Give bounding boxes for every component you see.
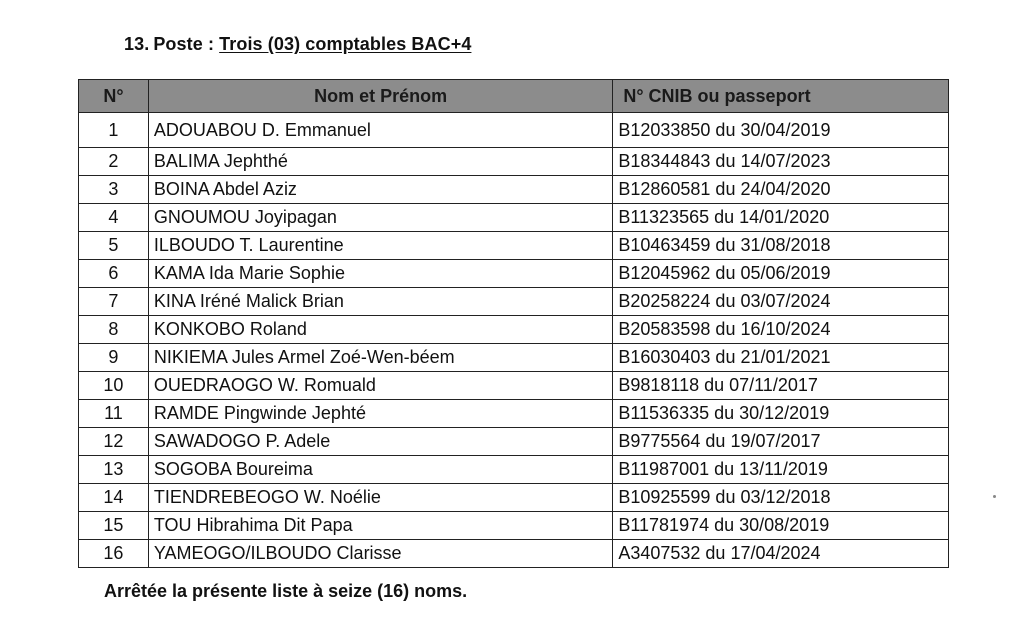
section-number: 13. xyxy=(124,34,150,54)
table-row xyxy=(79,428,949,456)
row-name: ILBOUDO T. Laurentine xyxy=(148,232,612,260)
table-row xyxy=(79,113,949,148)
row-number: 14 xyxy=(79,484,149,512)
scan-speck xyxy=(993,495,996,498)
table-row xyxy=(79,344,949,372)
row-number: 10 xyxy=(79,372,149,400)
row-name: TIENDREBEOGO W. Noélie xyxy=(148,484,612,512)
row-name: NIKIEMA Jules Armel Zoé-Wen-béem xyxy=(148,344,612,372)
row-name: KONKOBO Roland xyxy=(148,316,612,344)
section-heading xyxy=(124,34,471,55)
table-row xyxy=(79,372,949,400)
table-row xyxy=(79,260,949,288)
table-row xyxy=(79,316,949,344)
table-row xyxy=(79,176,949,204)
row-id-document: B12033850 du 30/04/2019 xyxy=(613,113,949,148)
row-name: BALIMA Jephthé xyxy=(148,148,612,176)
row-number: 7 xyxy=(79,288,149,316)
header-row xyxy=(79,80,949,113)
row-id-document: B11323565 du 14/01/2020 xyxy=(613,204,949,232)
table-header xyxy=(79,80,949,113)
section-prefix: Poste : xyxy=(153,34,220,54)
row-number: 9 xyxy=(79,344,149,372)
table-row xyxy=(79,512,949,540)
row-number: 16 xyxy=(79,540,149,568)
row-name: SAWADOGO P. Adele xyxy=(148,428,612,456)
row-id-document: B10463459 du 31/08/2018 xyxy=(613,232,949,260)
row-name: OUEDRAOGO W. Romuald xyxy=(148,372,612,400)
header-name: Nom et Prénom xyxy=(148,80,612,113)
row-name: TOU Hibrahima Dit Papa xyxy=(148,512,612,540)
row-number: 13 xyxy=(79,456,149,484)
row-id-document: B16030403 du 21/01/2021 xyxy=(613,344,949,372)
table-body xyxy=(79,113,949,568)
table-row xyxy=(79,400,949,428)
row-number: 8 xyxy=(79,316,149,344)
row-id-document: B11781974 du 30/08/2019 xyxy=(613,512,949,540)
row-id-document: B20258224 du 03/07/2024 xyxy=(613,288,949,316)
table-row xyxy=(79,456,949,484)
row-number: 11 xyxy=(79,400,149,428)
row-id-document: B18344843 du 14/07/2023 xyxy=(613,148,949,176)
row-id-document: B11536335 du 30/12/2019 xyxy=(613,400,949,428)
row-name: ADOUABOU D. Emmanuel xyxy=(148,113,612,148)
header-id: N° CNIB ou passeport xyxy=(613,80,949,113)
table-row xyxy=(79,288,949,316)
row-name: KAMA Ida Marie Sophie xyxy=(148,260,612,288)
row-name: SOGOBA Boureima xyxy=(148,456,612,484)
table-row xyxy=(79,204,949,232)
row-number: 5 xyxy=(79,232,149,260)
row-id-document: B10925599 du 03/12/2018 xyxy=(613,484,949,512)
row-name: GNOUMOU Joyipagan xyxy=(148,204,612,232)
closing-statement: Arrêtée la présente liste à seize (16) noms. xyxy=(104,581,468,601)
row-number: 12 xyxy=(79,428,149,456)
row-name: BOINA Abdel Aziz xyxy=(148,176,612,204)
row-name: KINA Iréné Malick Brian xyxy=(148,288,612,316)
row-number: 6 xyxy=(79,260,149,288)
row-id-document: B12045962 du 05/06/2019 xyxy=(613,260,949,288)
row-number: 3 xyxy=(79,176,149,204)
table-row xyxy=(79,540,949,568)
table-row xyxy=(79,148,949,176)
row-id-document: B9818118 du 07/11/2017 xyxy=(613,372,949,400)
row-id-document: A3407532 du 17/04/2024 xyxy=(613,540,949,568)
row-number: 15 xyxy=(79,512,149,540)
row-number: 2 xyxy=(79,148,149,176)
header-number: N° xyxy=(79,80,149,113)
row-name: YAMEOGO/ILBOUDO Clarisse xyxy=(148,540,612,568)
candidates-table xyxy=(78,79,949,568)
table-row xyxy=(79,484,949,512)
row-id-document: B9775564 du 19/07/2017 xyxy=(613,428,949,456)
section-title: Trois (03) comptables BAC+4 xyxy=(219,34,472,54)
row-number: 4 xyxy=(79,204,149,232)
row-id-document: B20583598 du 16/10/2024 xyxy=(613,316,949,344)
row-name: RAMDE Pingwinde Jephté xyxy=(148,400,612,428)
row-number: 1 xyxy=(79,113,149,148)
row-id-document: B11987001 du 13/11/2019 xyxy=(613,456,949,484)
row-id-document: B12860581 du 24/04/2020 xyxy=(613,176,949,204)
table-row xyxy=(79,232,949,260)
